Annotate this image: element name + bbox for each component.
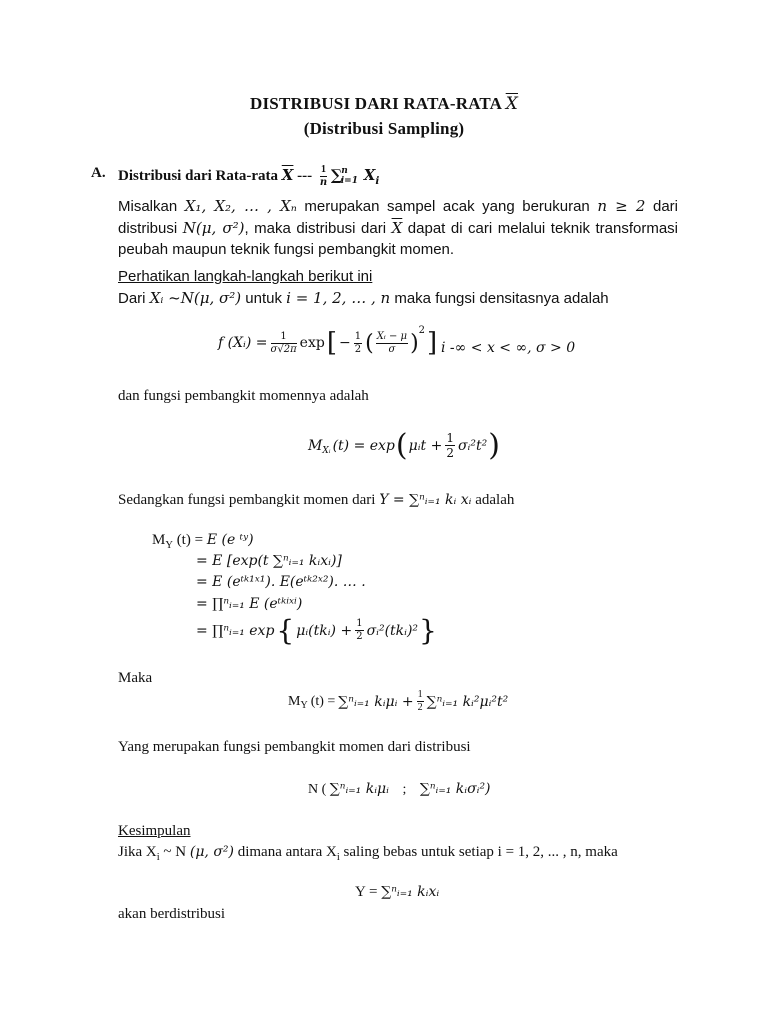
title-xbar: $\overline{X}$ bbox=[505, 94, 518, 114]
derivation-half-num: 1 bbox=[356, 618, 363, 629]
para-seq: X₁, X₂, … , Xₙ bbox=[184, 197, 297, 215]
steps-text-3: maka fungsi densitasnya adalah bbox=[394, 290, 609, 307]
result-half-num: 1 bbox=[417, 689, 423, 700]
conclusion-end: akan berdistribusi bbox=[118, 906, 226, 922]
conclusion-dist: (μ, σ²) bbox=[189, 844, 234, 860]
density-condition bbox=[441, 340, 575, 357]
density-coef-den: σ√2π bbox=[270, 343, 297, 355]
sum-intro-text-1: Sedangkan fungsi pembangkit momen dari bbox=[118, 492, 376, 508]
steps-expr: Xᵢ ~N(μ, σ²) bbox=[149, 289, 242, 307]
section-a-fraction: $\frac{1}{n}$ bbox=[319, 164, 328, 188]
steps-heading: Perhatikan langkah-langkah berikut ini bbox=[118, 268, 373, 285]
density-half bbox=[354, 332, 362, 355]
conclusion-sub-2: i bbox=[336, 852, 340, 863]
result-sum-2: ∑ⁿᵢ₌₁ kᵢ²μᵢ²t² bbox=[426, 693, 509, 710]
conclusion-y-sum: ∑ⁿᵢ₌₁ kᵢxᵢ bbox=[381, 884, 440, 900]
maka-text: Maka bbox=[118, 670, 153, 686]
normal-n: N ( bbox=[308, 782, 327, 797]
derivation-half bbox=[355, 619, 363, 642]
steps-line bbox=[118, 289, 609, 307]
sum-intro-text-2: adalah bbox=[475, 492, 515, 508]
section-a-xi-sub: i bbox=[375, 174, 380, 187]
title-text: DISTRIBUSI DARI RATA-RATA bbox=[250, 94, 502, 113]
para-text-5: dapat di cari melalui teknik transformasi peubah maupun teknik fungsi pembangkit momen. bbox=[118, 219, 678, 258]
sum-intro bbox=[118, 492, 514, 509]
density-formula: f (Xᵢ) = $\frac{1}{\sigma√2\pi}$ exp [ − $\frac{1}{2}$ ( $\frac{\text{Xᵢ − μ}}{\sigma}$ ) $^2$ ] bbox=[218, 325, 438, 358]
derivation-lhs-sub: Y bbox=[165, 540, 173, 551]
result-half-den: 2 bbox=[417, 702, 423, 713]
para-dist: N(μ, σ²) bbox=[182, 218, 245, 237]
derivation-half-den: 2 bbox=[356, 631, 363, 642]
density-coef bbox=[271, 332, 297, 355]
derivation-line-3: = E (eᵗᵏ¹ˣ¹). E(eᵗᵏ²ˣ²). … . bbox=[196, 574, 366, 590]
conclusion-text-1: Jika X bbox=[118, 844, 157, 860]
conclusion-text-3: dimana antara X bbox=[237, 844, 337, 860]
density-lhs: f (Xᵢ) = bbox=[218, 335, 268, 351]
density-minus: − bbox=[338, 335, 351, 351]
para-text-4: , maka distribusi dari bbox=[244, 219, 387, 237]
conclusion-y-lhs: Y = bbox=[355, 884, 378, 900]
conclusion-sub-1: i bbox=[156, 852, 160, 863]
density-inner bbox=[376, 332, 408, 355]
conclusion-heading: Kesimpulan bbox=[118, 823, 191, 839]
result-lhs: M bbox=[288, 693, 301, 709]
sum-intro-expr: Y = ∑ⁿᵢ₌₁ kᵢ xᵢ bbox=[379, 492, 472, 508]
derivation-line-5c: σᵢ²(tkᵢ)² bbox=[366, 622, 419, 639]
which-is-text: Yang merupakan fungsi pembangkit momen dari distribusi bbox=[118, 739, 471, 755]
section-a-label: A. bbox=[91, 165, 106, 181]
section-a-xi: X bbox=[363, 165, 376, 184]
mgf-mid: (t) = exp bbox=[332, 437, 395, 454]
density-exp: exp bbox=[299, 335, 325, 351]
para-cond: n ≥ 2 bbox=[597, 197, 646, 215]
density-half-num: 1 bbox=[354, 330, 362, 342]
derivation-line-5b: μᵢ(tkᵢ) + bbox=[296, 622, 353, 639]
mgf-half-den: 2 bbox=[446, 446, 454, 460]
conclusion-line bbox=[118, 844, 618, 861]
density-half-den: 2 bbox=[354, 343, 362, 355]
density-cond-text: i -∞ < x < ∞, σ > 0 bbox=[441, 340, 576, 356]
derivation-line-5: = ∏ⁿᵢ₌₁ exp { μᵢ(tkᵢ) + $\frac{1}{2}$ σᵢ²(tkᵢ)² } bbox=[196, 614, 437, 647]
result-sum-1: ∑ⁿᵢ₌₁ kᵢμᵢ + bbox=[338, 693, 414, 710]
derivation-lhs-t: (t) = bbox=[176, 532, 204, 548]
normal-variance: ∑ⁿᵢ₌₁ kᵢσᵢ²) bbox=[419, 781, 491, 797]
mgf-mu-t: μᵢt + bbox=[408, 437, 443, 454]
para-text-2: merupakan sampel acak yang berukuran bbox=[304, 198, 590, 215]
section-a-xbar: $\overline{X}$ bbox=[281, 165, 294, 184]
derivation-line-1: E (e ᵗʸ) bbox=[206, 532, 254, 548]
derivation-line-2: = E [exp(t ∑ⁿᵢ₌₁ kᵢxᵢ)] bbox=[196, 553, 342, 569]
mgf-half-num: 1 bbox=[446, 431, 454, 445]
section-a-sum: ∑ bbox=[330, 165, 343, 184]
mgf-half bbox=[445, 432, 455, 459]
density-inner-num: Xᵢ − μ bbox=[376, 330, 408, 342]
para-text-1: Misalkan bbox=[118, 198, 178, 215]
page-subtitle: (Distribusi Sampling) bbox=[303, 119, 465, 138]
mgf-formula: M $_{Xᵢ}$ (t) = exp ( μᵢt + $\frac{1}{2}$ σᵢ²t² ) bbox=[308, 428, 500, 463]
page-title bbox=[0, 94, 768, 114]
derivation-lhs-m: M bbox=[152, 532, 166, 548]
derivation-line-4: = ∏ⁿᵢ₌₁ E (eᵗᵏⁱˣⁱ) bbox=[196, 596, 303, 612]
intro-paragraph bbox=[118, 196, 678, 261]
conclusion-text-4: saling bebas untuk setiap i = 1, 2, ... , n, maka bbox=[343, 844, 618, 860]
mgf-sigma: σᵢ²t² bbox=[457, 437, 488, 454]
derivation-lhs bbox=[152, 532, 254, 549]
section-a-dashes: --- bbox=[297, 167, 313, 184]
result-half bbox=[417, 690, 424, 713]
result-formula: M $_Y$ (t) = ∑ⁿᵢ₌₁ kᵢμᵢ + $\frac{1}{2}$ ∑ⁿᵢ₌₁ kᵢ²μᵢ²t² bbox=[288, 689, 509, 713]
result-lhs-t: (t) = bbox=[310, 693, 336, 709]
density-inner-den: σ bbox=[388, 343, 396, 355]
normal-mean: ∑ⁿᵢ₌₁ kᵢμᵢ bbox=[329, 781, 389, 797]
mgf-lhs: M bbox=[308, 437, 323, 454]
normal-result bbox=[308, 781, 491, 798]
para-text-3: dari distribusi bbox=[118, 198, 679, 237]
steps-range: i = 1, 2, … , n bbox=[286, 289, 391, 307]
section-a-heading-text: Distribusi dari Rata-rata bbox=[118, 167, 278, 184]
mgf-intro: dan fungsi pembangkit momennya adalah bbox=[118, 388, 369, 404]
derivation-line-5a: = ∏ⁿᵢ₌₁ exp bbox=[196, 622, 275, 639]
section-a-heading: Distribusi dari Rata-rata $\overline{X}$ --- $\frac{1}{n}$ ∑$^n_{i=1}$ $X_i$ bbox=[118, 164, 380, 188]
conclusion-text-2: ~ N bbox=[163, 844, 187, 860]
steps-text-2: untuk bbox=[245, 290, 282, 307]
steps-text-1: Dari bbox=[118, 290, 146, 307]
conclusion-y bbox=[355, 884, 439, 901]
density-coef-num: 1 bbox=[271, 332, 297, 344]
normal-separator: ; bbox=[402, 782, 407, 797]
para-xbar: $\overline{X}$ bbox=[391, 218, 403, 237]
